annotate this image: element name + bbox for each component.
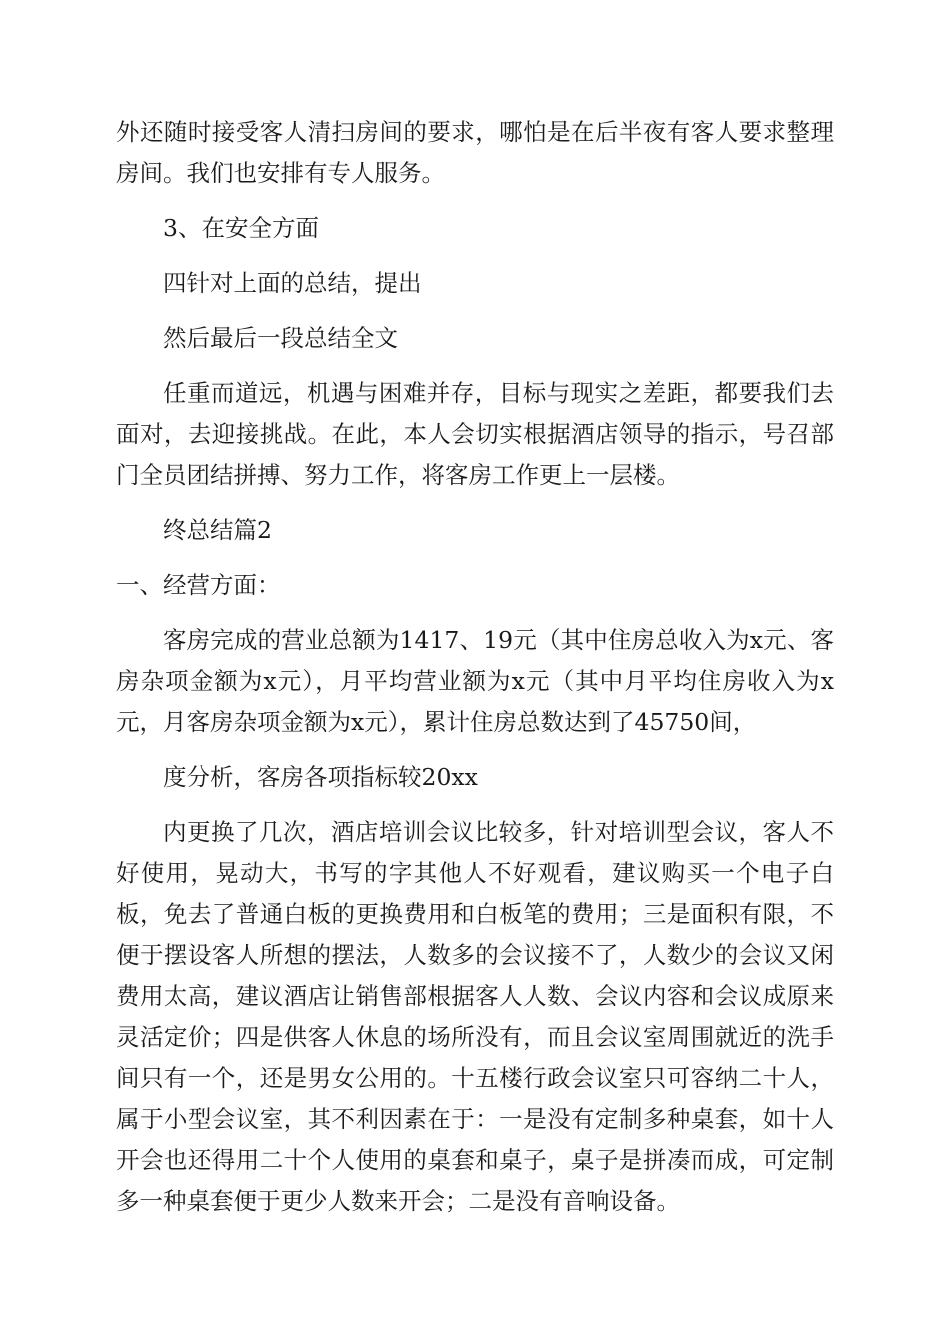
paragraph-analysis: 度分析，客房各项指标较20xx: [163, 763, 478, 791]
outline-item-conclusion: 然后最后一段总结全文: [163, 324, 398, 352]
chapter-title: 终总结篇2: [163, 516, 272, 544]
section-heading-operations: 一、经营方面：: [116, 571, 281, 599]
document-body: [116, 112, 834, 1236]
paragraph-conclusion: 任重而道远，机遇与困难并存，目标与现实之差距，都要我们去面对，去迎接挑战。在此，本人会切实根据酒店领导的指示，号召部门全员团结拼搏、努力工作，将客房工作更上一层楼。: [116, 379, 834, 489]
paragraph-meeting-rooms: 内更换了几次，酒店培训会议比较多，针对培训型会议，客人不好使用，晃动大，书写的字其他人不好观看，建议购买一个电子白板，免去了普通白板的更换费用和白板笔的费用；三是面积有限，不便于摆设客人所想的摆法，人数多的会议接不了，人数少的会议又闲费用太高，建议酒店让销售部根据客人人数、会议内容和会议成原来灵活定价；四是供客人休息的场所没有，而且会议室周围就近的洗手间只有一个，还是男女公用的。十五楼行政会议室只可容纳二十人，属于小型会议室，其不利因素在于：一是没有定制多种桌套，如十人开会也还得用二十个人使用的桌套和桌子，桌子是拼凑而成，可定制多一种桌套便于更少人数来开会；二是没有音响设备。: [116, 818, 834, 1215]
paragraph-revenue: 客房完成的营业总额为1417、19元（其中住房总收入为x元、客房杂项金额为x元），月平均营业额为x元（其中月平均住房收入为x元，月客房杂项金额为x元），累计住房总数达到了45750间，: [116, 626, 834, 736]
outline-item-four: 四针对上面的总结，提出: [163, 269, 422, 297]
paragraph-continuation: 外还随时接受客人清扫房间的要求，哪怕是在后半夜有客人要求整理房间。我们也安排有专人服务。: [116, 118, 834, 187]
section-heading-safety: 3、在安全方面: [163, 214, 319, 242]
